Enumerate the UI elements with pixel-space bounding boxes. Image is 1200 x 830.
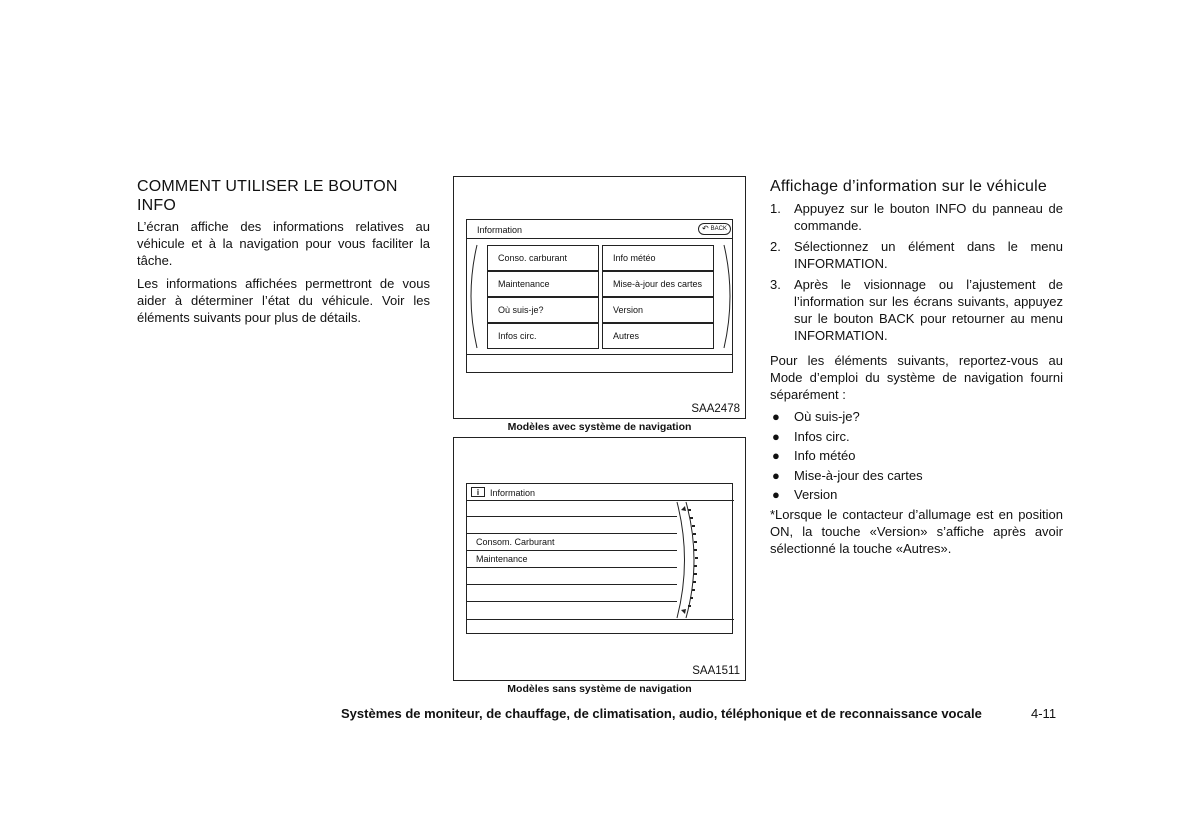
- page-number: 4-11: [1031, 706, 1057, 721]
- step-item: 3. Après le visionnage ou l’ajustement de l’information sur les écrans suivants, appuyez sur le bouton BACK pour retourner au menu INFORMATION.: [770, 277, 1063, 343]
- right-heading: Affichage d’information sur le véhicule: [770, 178, 1047, 195]
- menu-button-autres[interactable]: Autres: [602, 323, 714, 349]
- menu-button-info-meteo[interactable]: Info météo: [602, 245, 714, 271]
- back-button[interactable]: [698, 223, 731, 235]
- figure-caption: Modèles avec système de navigation: [507, 421, 692, 433]
- row-consom-carburant[interactable]: Consom. Carburant: [476, 537, 555, 547]
- steps-list: [770, 200, 1063, 344]
- figure-with-navigation: [453, 176, 746, 419]
- menu-button-conso-carburant[interactable]: Conso. carburant: [487, 245, 599, 271]
- section-heading: COMMENT UTILISER LE BOUTON INFO: [137, 178, 398, 214]
- back-arrow-icon: ↶: [702, 224, 709, 233]
- details-paragraph: Les informations affichées permettront de vous aider à déterminer l’état du véhicule. Voir les éléments suivants pour plus de détails.: [137, 276, 430, 325]
- scroll-dial-icon[interactable]: [672, 500, 702, 620]
- figure-caption: Modèles sans système de navigation: [507, 683, 692, 695]
- bullets-block: [770, 408, 1063, 506]
- info-icon: i: [471, 487, 485, 497]
- screen-title: Information: [490, 488, 536, 498]
- intro-paragraph: L’écran affiche des informations relatives au véhicule et à la navigation pour vous faciliter la tâche.: [137, 219, 430, 268]
- figure-code: SAA1511: [692, 665, 740, 677]
- figure-code: SAA2478: [691, 403, 740, 415]
- footer-section-title: Systèmes de moniteur, de chauffage, de climatisation, audio, téléphonique et de reconnaissance vocale: [341, 706, 982, 721]
- back-label: BACK: [710, 226, 727, 232]
- step-item: 2. Sélectionnez un élément dans le menu INFORMATION.: [770, 239, 1063, 271]
- menu-button-version[interactable]: Version: [602, 297, 714, 323]
- steps-block: [770, 200, 1063, 348]
- info-screen-nav: [466, 219, 733, 373]
- bullet-list: [770, 408, 1063, 506]
- reference-paragraph: Pour les éléments suivants, reportez-vous au Mode d’emploi du système de navigation fourni séparément :: [770, 353, 1063, 402]
- bullet-item: ● Mise-à-jour des cartes: [772, 467, 923, 483]
- bullet-item: ● Info météo: [772, 448, 856, 463]
- bullet-item: ● Où suis-je?: [772, 409, 860, 424]
- step-item: 1. Appuyez sur le bouton INFO du panneau de commande.: [770, 201, 1063, 233]
- menu-button-ou-suis-je[interactable]: Où suis-je?: [487, 297, 599, 323]
- version-note: *Lorsque le contacteur d’allumage est en position ON, la touche «Version» s’affiche après avoir sélectionné la touche «Autres».: [770, 507, 1063, 556]
- info-screen-no-nav: [466, 483, 733, 634]
- screen-title: Information: [477, 225, 523, 235]
- menu-button-mise-a-jour[interactable]: Mise-à-jour des cartes: [602, 271, 714, 297]
- row-maintenance[interactable]: Maintenance: [476, 554, 528, 564]
- bullet-item: ● Infos circ.: [772, 428, 850, 444]
- menu-button-infos-circ[interactable]: Infos circ.: [487, 323, 599, 349]
- screen-curve-decoration: [467, 240, 734, 353]
- figure-without-navigation: [453, 437, 746, 681]
- bullet-item: ● Version: [772, 487, 838, 502]
- menu-button-maintenance[interactable]: Maintenance: [487, 271, 599, 297]
